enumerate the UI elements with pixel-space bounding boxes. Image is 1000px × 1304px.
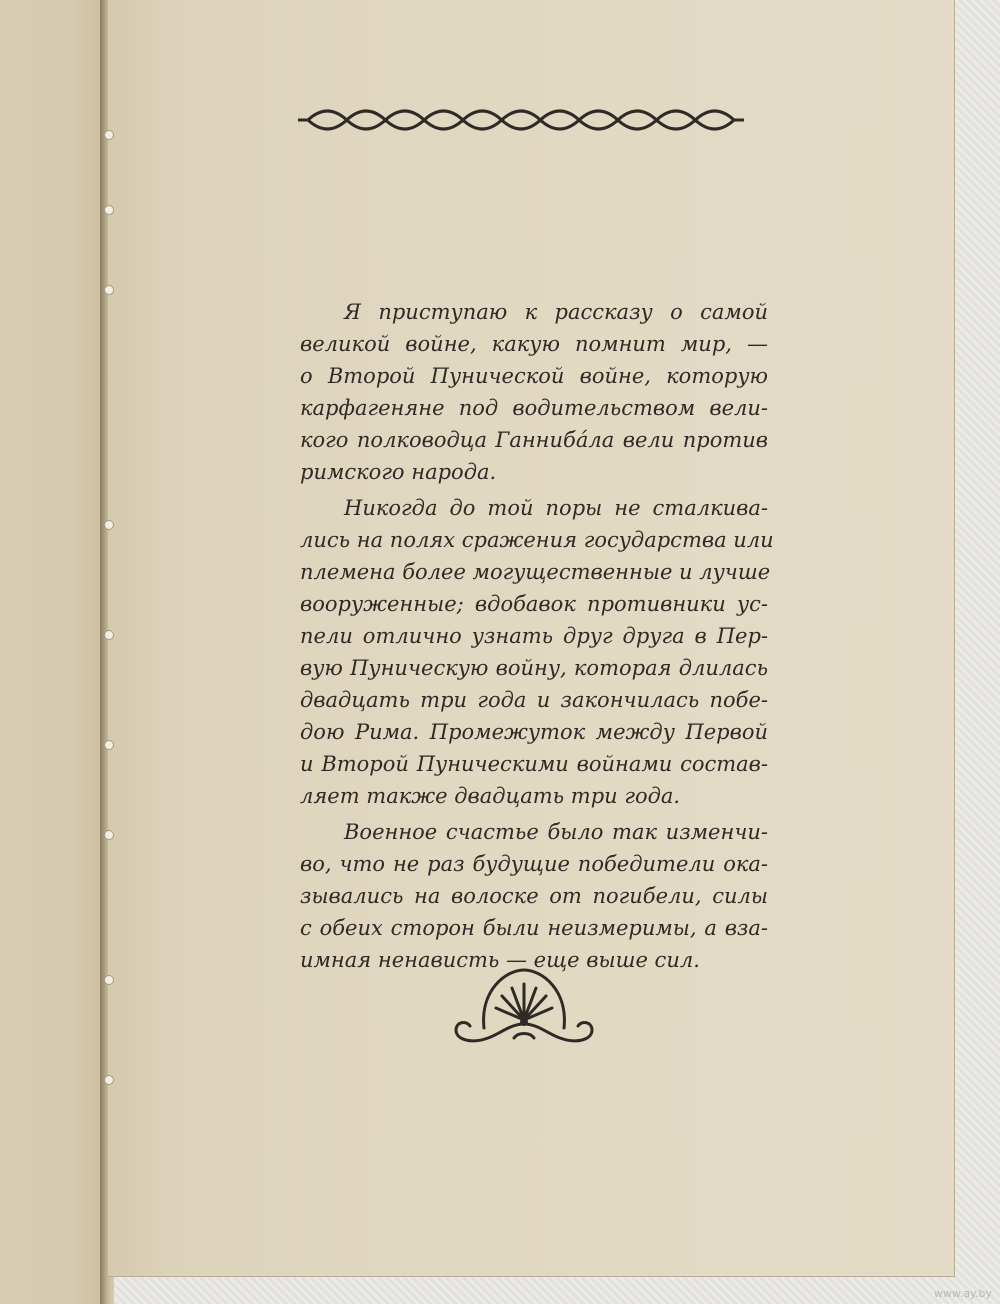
binding-stitch-4 (104, 520, 114, 530)
left-page (0, 0, 105, 1304)
text-line: ляет также двадцать три года. (300, 784, 681, 808)
text-line: великой войне, какую помнит мир, — (300, 332, 768, 356)
braided-chain-ornament-icon (298, 102, 744, 138)
text-line: во, что не раз будущие победители ока- (300, 852, 768, 876)
text-line: о Второй Пунической войне, которую (300, 364, 768, 388)
text-line: вую Пуническую войну, которая длилась (300, 656, 768, 680)
binding-stitch-1 (104, 130, 114, 140)
binding-stitch-5 (104, 630, 114, 640)
text-line: двадцать три года и закончилась побе- (300, 688, 768, 712)
paragraph-3 (300, 816, 768, 976)
text-line: Военное счастье было так изменчи- (344, 820, 768, 844)
text-line: зывались на волоске от погибели, силы (300, 884, 768, 908)
text-line: имная ненависть — еще выше сил. (300, 948, 700, 972)
text-line: с обеих сторон были неизмеримы, а вза- (300, 916, 768, 940)
paragraph-1 (300, 296, 768, 488)
binding-stitch-9 (104, 1075, 114, 1085)
text-line: карфагеняне под водительством вели- (300, 396, 768, 420)
binding-stitch-6 (104, 740, 114, 750)
palmette-scroll-ornament-icon (444, 960, 604, 1060)
watermark: www.ay.by (933, 1287, 992, 1300)
text-line: Никогда до той поры не сталкива- (344, 496, 768, 520)
text-line: кого полководца Ганнибáла вели против (300, 428, 768, 452)
text-line: племена более могущественные и лучше (300, 560, 771, 584)
binding-stitch-2 (104, 205, 114, 215)
text-line: дою Рима. Промежуток между Первой (300, 720, 768, 744)
text-line: вооруженные; вдобавок противники ус- (300, 592, 768, 616)
text-line: пели отлично узнать друг друга в Пер- (300, 624, 768, 648)
binding-stitch-7 (104, 830, 114, 840)
body-text (300, 296, 774, 976)
text-line: лись на полях сражения государства или (300, 528, 774, 552)
paragraph-2 (300, 492, 774, 812)
binding-stitch-8 (104, 975, 114, 985)
text-line: и Второй Пуническими войнами состав- (300, 752, 768, 776)
text-line: римского народа. (300, 460, 497, 484)
text-line: Я приступаю к рассказу о самой (344, 300, 768, 324)
binding-stitch-3 (104, 285, 114, 295)
